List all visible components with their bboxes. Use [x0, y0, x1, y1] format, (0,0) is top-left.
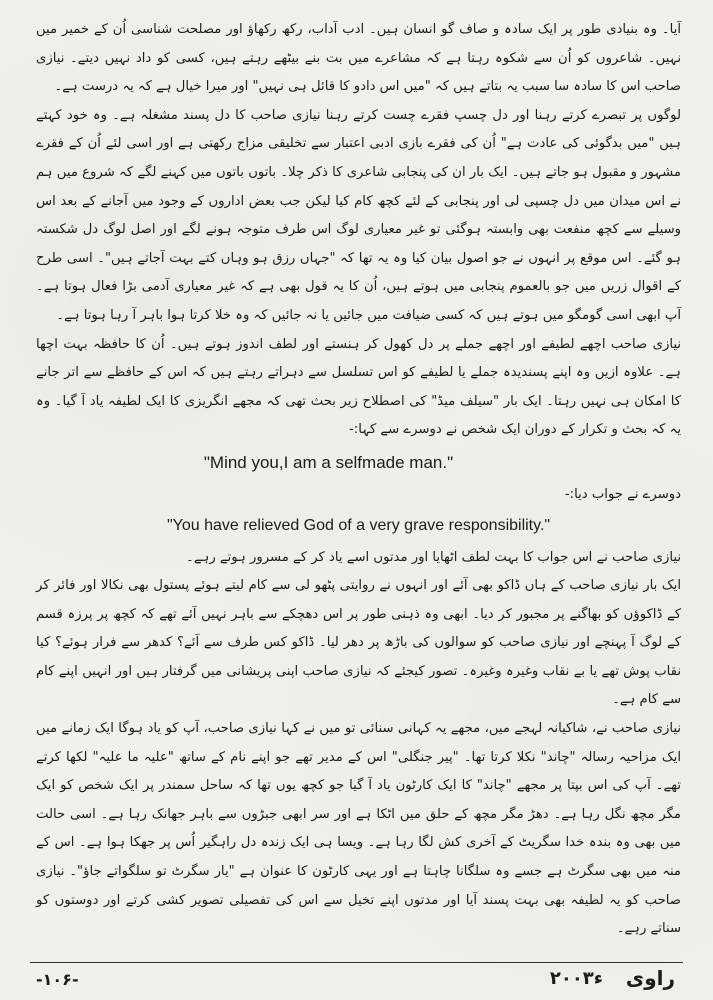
english-quote-reply: "You have relieved God of a very grave responsibility."	[166, 516, 551, 534]
footer-year: ۲۰۰۳ء	[549, 968, 603, 989]
footer-divider	[30, 962, 683, 963]
paragraph-2: لوگوں پر تبصرے کرتے رہنا اور دل چسپ فقرے چست کرتے رہنا نیازی صاحب کا دل پسند مشغلہ ہے۔ وہ خود کہتے ہیں "میں بدگوئی کی عادت ہے" اُن کی فقرے بازی ادبی اعتبار سے تخلیقی مزاج رکھتی ہے اور اسی لئے اُن کے فقرے مشہور و مقبول ہو جاتے ہیں۔ ایک بار ان کی پنجابی شاعری کا ذکر چلا۔ باتوں باتوں میں کہنے لگے کہ شروع میں ہم نے اس میدان میں دل چسپی لی اور پنجابی کے لئے کچھ کام کیا لیکن جب بعض اداروں کے وجود میں آجانے کے بعد اس وسیلے سے کچھ منفعت بھی وابستہ ہوگئی تو غیر معیاری لوگ اس طرف متوجہ ہونے لگے اور اصل لوگ دل شکستہ ہو گئے۔ اس موقع پر انہوں نے جو اصول بیان کیا وہ یہ تھا کہ "جہاں رزق ہو وہاں کتے بہت آجاتے ہیں"۔ اسی طرح کے اقوال زریں میں جو بالعموم پنجابی میں ہوتے ہیں، اُن کا یہ قول بھی ہے کہ غیر معیاری آدمی بڑا فعال ہوتا ہے۔ آپ ابھی اسی گومگو میں ہوتے ہیں کہ کسی ضیافت میں جائیں یا نہ جائیں کہ وہ خلا کرتا ہوا باہر آ رہا ہوتا ہے۔	[36, 107, 681, 323]
paragraph-4: نیازی صاحب نے اس جواب کا بہت لطف اٹھایا اور مدتوں اسے یاد کر کے مسرور ہوتے رہے۔	[186, 549, 681, 565]
article-body	[36, 16, 681, 944]
page-number: -۱۰۶-	[36, 970, 79, 989]
paragraph-1: آیا۔ وہ بنیادی طور پر ایک سادہ و صاف گو انسان ہیں۔ ادب آداب، رکھ رکھاؤ اور مصلحت شناسی اُن کے خمیر میں نہیں۔ شاعروں کو اُن سے شکوہ رہتا ہے کہ مشاعرے میں بت بنے بیٹھے رہتے ہیں، کسی کو داد نہیں دیتے۔ نیازی صاحب اس کا سادہ سا سبب یہ بتاتے ہیں کہ "میں اس دادو کا قائل ہی نہیں" اور میرا خیال ہے کہ یہ درست ہے۔	[36, 22, 681, 95]
english-quote-selfmade: "Mind you,I am a selfmade man."	[203, 452, 454, 472]
paragraph-5: ایک بار نیازی صاحب کے ہاں ڈاکو بھی آئے اور انہوں نے روایتی پٹھو لی سے کام لیتے ہوئے پستول بھی نکالا اور فائر کر کے ڈاکوؤں کو بھاگنے پر مجبور کر دیا۔ ابھی وہ ذہنی طور پر اس دھچکے سے باہر نہیں آئے تھے کہ کچھ پر پرزہ قسم کے لوگ آ پہنچے اور نیازی صاحب کو سوالوں کی باڑھ پر دھر لیا۔ ڈاکو کس طرف سے آئے؟ کدھر سے فرار ہوئے؟ کیا نقاب پوش تھے یا بے نقاب وغیرہ وغیرہ۔ تصور کیجئے کہ نیازی صاحب اپنی پریشانی میں گرفتار ہیں اور انہیں اپنے کام سے کام ہے۔	[36, 578, 681, 708]
paragraph-3: نیازی صاحب اچھے لطیفے اور اچھے جملے پر دل کھول کر ہنستے اور لطف اندوز ہوتے ہیں۔ اُن کا حافظہ بہت اچھا ہے۔ علاوہ ازیں وہ اپنے پسندیدہ جملے یا لطیفے کو اس تسلسل سے دہراتے رہتے ہیں کہ اس کے حافظے سے اتر جانے کا امکان ہی نہیں رہتا۔ ایک بار "سیلف میڈ" کی اصطلاح زیر بحث تھی کہ مجھے انگریزی کا ایک لطیفہ یاد آ گیا۔ وہ یہ کہ بحث و تکرار کے دوران ایک شخص نے دوسرے سے کہا:-	[36, 336, 681, 438]
magazine-name: راوی	[625, 966, 675, 990]
page-footer	[30, 964, 683, 998]
reply-intro: دوسرے نے جواب دیا:-	[564, 486, 681, 502]
paragraph-6: نیازی صاحب نے، شاکیانہ لہجے میں، مجھے یہ کہانی سنائی تو میں نے کہا نیازی صاحب، آپ کو یاد ہوگا ایک زمانے میں ایک مزاحیہ رسالہ "چاند" نکلا کرتا تھا۔ "پیر جنگلی" اس کے مدیر تھے جو اپنے نام کے ساتھ "علیہ ما علیہ" لکھا کرتے تھے۔ آپ کی اس بپتا پر مجھے "چاند" کا ایک کارٹون یاد آ گیا جو کچھ یوں تھا کہ ساحل سمندر پر ایک شخص کو ایک مگر مچھ نگل رہا ہے۔ دھڑ مگر مچھ کے حلق میں اٹکا ہے اور سر ابھی جبڑوں سے باہر جھانک رہا ہے۔ اسی حالت میں بھی وہ بندہ خدا سگریٹ کے آخری کش لگا رہا ہے۔ ویسا ہی ایک زندہ دل راہگیر اُس پر جھکا ہوا ہے۔ اس کے منہ میں بھی سگرٹ ہے جسے وہ سلگانا چاہتا ہے اور یہی کارٹون کا عنوان ہے "یار سگرٹ تو سلگواتے جاؤ"۔ نیازی صاحب کو یہ لطیفہ بھی بہت پسند آیا اور مدتوں اپنے تخیل سے اس کی تفصیلی تصویر کشی کرتے اور دوستوں کو سناتے رہے۔	[36, 721, 681, 937]
